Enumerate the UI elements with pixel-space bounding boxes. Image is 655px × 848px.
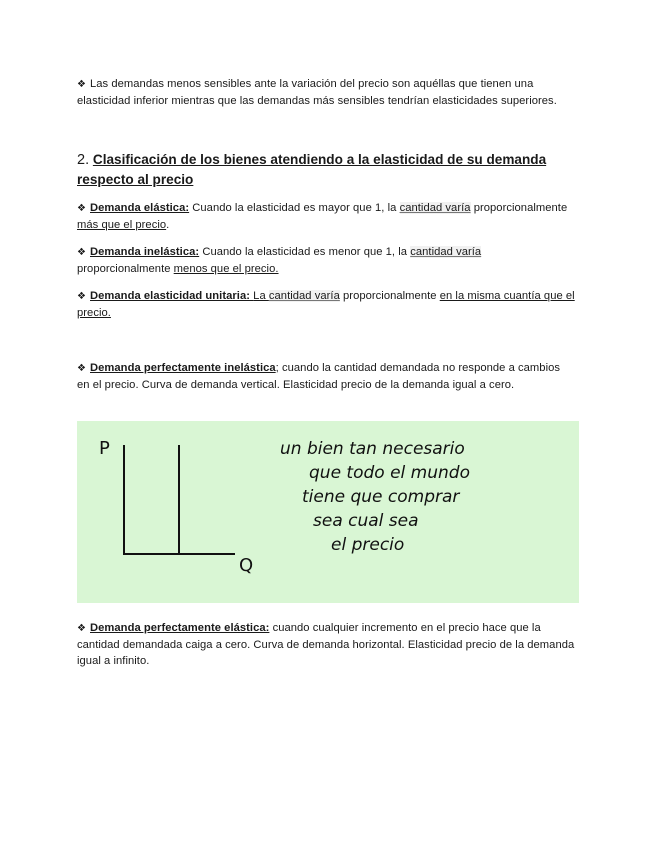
item-text: Cuando la elasticidad es menor que 1, la [199, 246, 411, 258]
highlight-text: cantidad varía [410, 246, 482, 258]
note-line-1: un bien tan necesario [280, 439, 465, 459]
handwritten-figure [77, 421, 579, 603]
emphasis-text: menos que el precio. [173, 263, 279, 275]
item-term: Demanda perfectamente inelástica [90, 362, 276, 374]
item-demanda-perfectamente-inelastica [77, 360, 575, 393]
note-line-5: el precio [331, 535, 405, 555]
section-number: 2. [77, 152, 90, 168]
highlight-text: cantidad varía [399, 202, 471, 214]
item-term: Demanda inelástica: [90, 246, 200, 258]
demand-curve-sketch [77, 421, 579, 603]
note-line-2: que todo el mundo [309, 463, 470, 483]
diamond-bullet-icon: ❖ [77, 203, 87, 214]
item-text: Cuando la elasticidad es mayor que 1, la [189, 202, 400, 214]
item-demanda-perfectamente-elastica [77, 620, 575, 669]
diamond-bullet-icon: ❖ [77, 247, 87, 258]
section-heading [77, 150, 577, 189]
item-demanda-unitaria [77, 288, 575, 321]
highlight-text: cantidad varía [268, 290, 340, 302]
emphasis-text: en la misma cuantía que el precio. [77, 290, 575, 319]
note-line-4: sea cual sea [313, 511, 419, 531]
item-text: ; cuando la cantidad demandada no responde a cambios en el precio. Curva de demanda vertical. Elasticidad precio de la demanda igual a cero. [77, 362, 561, 391]
item-demanda-elastica [77, 200, 575, 233]
note-line-3: tiene que comprar [302, 487, 460, 507]
item-demanda-inelastica [77, 244, 575, 277]
section-title: Clasificación de los bienes atendiendo a la elasticidad de su demanda respecto al precio [77, 152, 547, 187]
diamond-bullet-icon: ❖ [77, 623, 87, 634]
item-text: proporcionalmente [339, 290, 440, 302]
item-term: Demanda elástica: [90, 202, 190, 214]
intro-paragraph [77, 76, 575, 109]
item-text: proporcionalmente [77, 263, 174, 275]
item-term: Demanda elasticidad unitaria: [90, 290, 254, 302]
diamond-bullet-icon: ❖ [77, 291, 87, 302]
item-text: proporcionalmente [470, 202, 568, 214]
item-text: cuando cualquier incremento en el precio hace que la cantidad demandada caiga a cero. Curva de demanda horizontal. Elasticidad precio de la demanda igual a infinito. [77, 622, 575, 667]
item-term: Demanda perfectamente elástica: [90, 622, 270, 634]
axis-label-q: Q [239, 555, 254, 576]
emphasis-text: más que el precio [77, 219, 167, 231]
item-text: La [253, 290, 269, 302]
diamond-bullet-icon: ❖ [77, 363, 87, 374]
diamond-bullet-icon: ❖ [77, 79, 87, 90]
item-text: . [166, 219, 170, 231]
intro-text: Las demandas menos sensibles ante la variación del precio son aquéllas que tienen una elasticidad inferior mientras que las demandas más sensibles tendrían elasticidades superiores. [77, 78, 557, 107]
axis-label-p: P [99, 438, 110, 459]
